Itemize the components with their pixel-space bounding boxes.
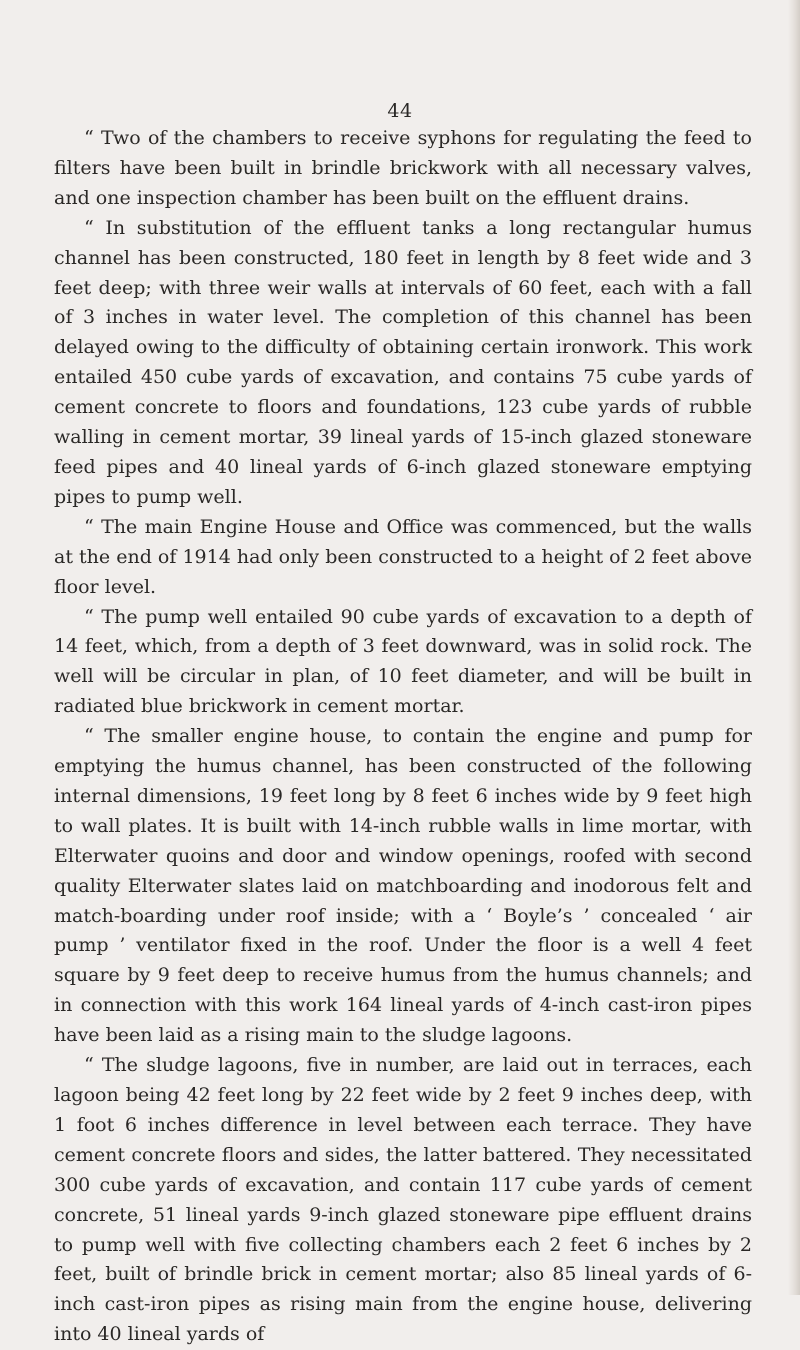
paragraph-pump-well: “ The pump well entailed 90 cube yards of excavation to a depth of 14 feet, which, from a depth of 3 feet downward, was in solid rock. The well will be circular in plan, of 10 feet diameter, and will be built in radiated blue brickwork in cement mortar. <box>54 605 752 718</box>
paragraph-smaller-engine-house: “ The smaller engine house, to contain the engine and pump for emptying the humus channel, has been constructed of the following internal dimensions, 19 feet long by 8 feet 6 inches wide by 9 feet high to wall plates. It is built with 14-inch rubble walls in lime mortar, with Elterwater quoins and door and window openings, roofed with second quality Elterwater slates laid on matchboarding and inodorous felt and match-boarding under roof inside; with a ‘ Boyle’s ’ concealed ‘ air pump ’ ventilator fixed in the roof. Under the floor is a well 4 feet square by 9 feet deep to receive humus from the humus channels; and in connection with this work 164 lineal yards of 4-inch cast-iron pipes have been laid as a rising main to the sludge lagoons. <box>54 725 752 1047</box>
paragraph-engine-house: “ The main Engine House and Office was commenced, but the walls at the end of 1914 had only been constructed to a height of 2 feet above floor level. <box>54 515 752 598</box>
page-number: 44 <box>387 100 413 122</box>
body-text <box>54 124 752 1350</box>
paragraph-humus-channel: “ In substitution of the effluent tanks a long rectangular humus channel has been constructed, 180 feet in length by 8 feet wide and 3 feet deep; with three weir walls at intervals of 60 feet, each with a fall of 3 inches in water level. The completion of this channel has been delayed owing to the difficulty of obtaining certain ironwork. This work entailed 450 cube yards of excavation, and contains 75 cube yards of cement concrete to floors and foundations, 123 cube yards of rubble walling in cement mortar, 39 lineal yards of 15-inch glazed stoneware feed pipes and 40 lineal yards of 6-inch glazed stoneware emptying pipes to pump well. <box>54 216 752 508</box>
paragraph-sludge-lagoons: “ The sludge lagoons, five in number, are laid out in terraces, each lagoon being 42 feet long by 22 feet wide by 2 feet 9 inches deep, with 1 foot 6 inches difference in level between each terrace. They have cement concrete floors and sides, the latter battered. They necessitated 300 cube yards of excavation, and contain 117 cube yards of cement concrete, 51 lineal yards 9-inch glazed stoneware pipe effluent drains to pump well with five collecting chambers each 2 feet 6 inches by 2 feet, built of brindle brick in cement mortar; also 85 lineal yards of 6-inch cast-iron pipes as rising main from the engine house, delivering into 40 lineal yards of <box>54 1054 752 1346</box>
page-edge-shadow <box>788 0 800 1295</box>
paragraph-syphon-chambers: “ Two of the chambers to receive syphons for regulating the feed to filters have been built in brindle brickwork with all necessary valves, and one inspection chamber has been built on the effluent drains. <box>54 127 752 209</box>
